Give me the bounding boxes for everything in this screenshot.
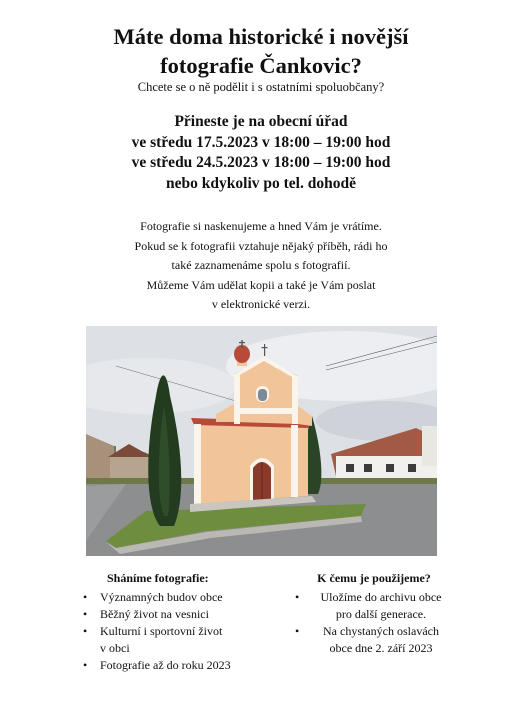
list-item-text: • Fotografie až do roku 2023 <box>100 658 231 672</box>
right-column <box>289 570 459 657</box>
left-column <box>80 570 270 674</box>
chapel-photo <box>86 326 437 556</box>
right-column-heading: K čemu je použijeme? <box>317 571 431 585</box>
info-line: Můžeme Vám udělat kopii a také je Vám poslat <box>146 277 376 292</box>
info-line: také zaznamenáme spolu s fotografií. <box>171 258 351 272</box>
list-item <box>289 623 459 657</box>
info-line: Fotografie si naskenujeme a hned Vám je vrátíme. <box>140 219 382 233</box>
info-paragraph <box>0 217 522 315</box>
list-item-text: • Běžný život na vesnici <box>100 607 209 621</box>
list-item <box>80 606 270 623</box>
list-item <box>80 589 270 606</box>
info-line: Pokud se k fotografii vztahuje nějaký příběh, rádi ho <box>134 238 388 253</box>
list-item-text: • Kulturní i sportovní život <box>100 624 223 638</box>
bring-line: ve středu 24.5.2023 v 18:00 – 19:00 hod <box>131 154 391 171</box>
list-item-text: pro další generace. <box>335 607 427 621</box>
left-column-heading: Sháníme fotografie: <box>107 571 209 585</box>
title-line: fotografie Čankovic? <box>160 53 362 78</box>
bring-line: nebo kdykoliv po tel. dohodě <box>166 174 356 192</box>
right-column-list <box>289 589 459 657</box>
list-item <box>80 657 270 674</box>
list-item-text: • Na chystaných oslavách <box>323 624 439 638</box>
title <box>0 22 522 80</box>
list-item-text: v obci <box>100 641 130 655</box>
list-item-text: obce dne 2. září 2023 <box>329 641 433 655</box>
info-line: v elektronické verzi. <box>211 297 311 311</box>
list-item <box>289 589 459 623</box>
left-column-list <box>80 589 270 674</box>
bring-line: Přineste je na obecní úřad <box>174 113 348 130</box>
list-item-text: • Významných budov obce <box>100 590 223 604</box>
list-item-text: • Uložíme do archivu obce <box>320 590 442 604</box>
subtitle: Chcete se o ně podělit i s ostatními spoluobčany? <box>137 80 385 94</box>
bring-info <box>0 112 522 194</box>
list-item <box>80 623 270 657</box>
bring-line: ve středu 17.5.2023 v 18:00 – 19:00 hod <box>131 133 391 151</box>
title-line: Máte doma historické i novější <box>113 24 409 49</box>
